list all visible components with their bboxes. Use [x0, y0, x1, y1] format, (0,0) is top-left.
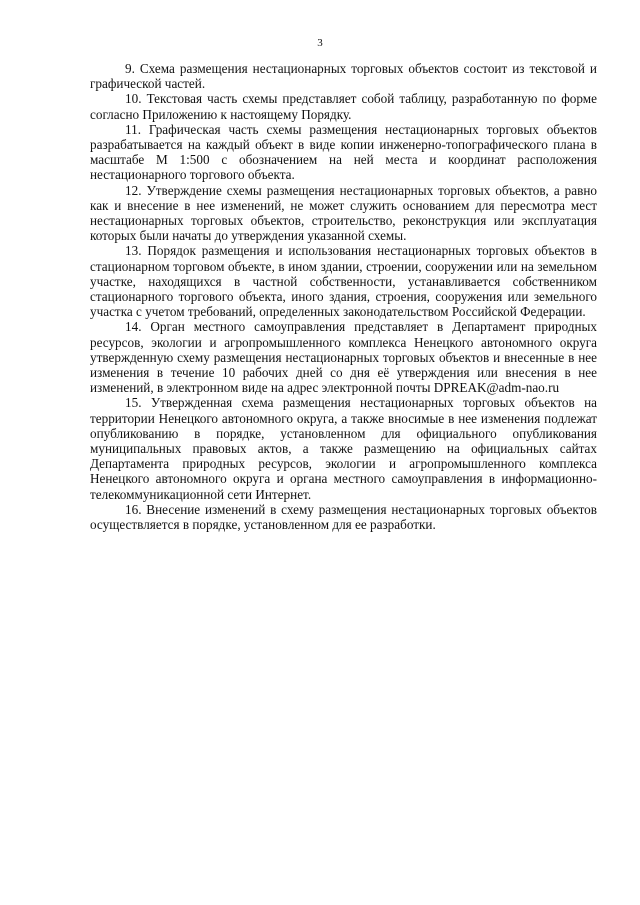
page-number: 3: [317, 37, 323, 49]
document-body: [90, 61, 597, 532]
paragraph-12: 12. Утверждение схемы размещения нестационарных торговых объектов, а равно как и внесение в нее изменений, не может служить основанием для пересмотра мест нестационарных торговых объектов, строительство, реконструкция или эксплуатация которых были начаты до утверждения указанной схемы.: [90, 182, 597, 244]
paragraph-16: 16. Внесение изменений в схему размещения нестационарных торговых объектов осуществляется в порядке, установленном для ее разработки.: [90, 501, 597, 533]
paragraph-15: 15. Утвержденная схема размещения нестационарных торговых объектов на территории Ненецкого автономного округа, а также вносимые в нее изменения подлежат опубликованию в порядке, установленном для официального опубликования муниципальных правовых актов, а также размещению на официальных сайтах Департамента природных ресурсов, экологии и агропромышленного комплекса Ненецкого автономного округа и органа местного самоуправления в информационно-телекоммуникационной сети Интернет.: [90, 395, 597, 502]
paragraph-10: 10. Текстовая часть схемы представляет собой таблицу, разработанную по форме согласно Приложению к настоящему Порядку.: [90, 91, 597, 122]
paragraph-14: 14. Орган местного самоуправления представляет в Департамент природных ресурсов, экологии и агропромышленного комплекса Ненецкого автономного округа утвержденную схему размещения нестационарных торговых объектов и внесенные в нее изменения в течение 10 рабочих дней со дня её утверждения или внесения в нее изменений, в электронном виде на адрес электронной почты DPREAK@adm-nao.ru: [90, 319, 597, 396]
paragraph-13: 13. Порядок размещения и использования нестационарных торговых объектов в стационарном торговом объекте, в ином здании, строении, сооружении или на земельном участке, находящихся в частной собственности, устанавливается собственником стационарного торгового объекта, иного здания, строения, сооружения или земельного участка с учетом требований, определенных законодательством Российской Федерации.: [90, 243, 597, 320]
paragraph-11: 11. Графическая часть схемы размещения нестационарных торговых объектов разрабатывается на каждый объект в виде копии инженерно-топографического плана в масштабе М 1:500 с обозначением на ней места и координат расположения нестационарного торгового объекта.: [90, 121, 597, 183]
paragraph-9: 9. Схема размещения нестационарных торговых объектов состоит из текстовой и графической частей.: [90, 61, 597, 92]
